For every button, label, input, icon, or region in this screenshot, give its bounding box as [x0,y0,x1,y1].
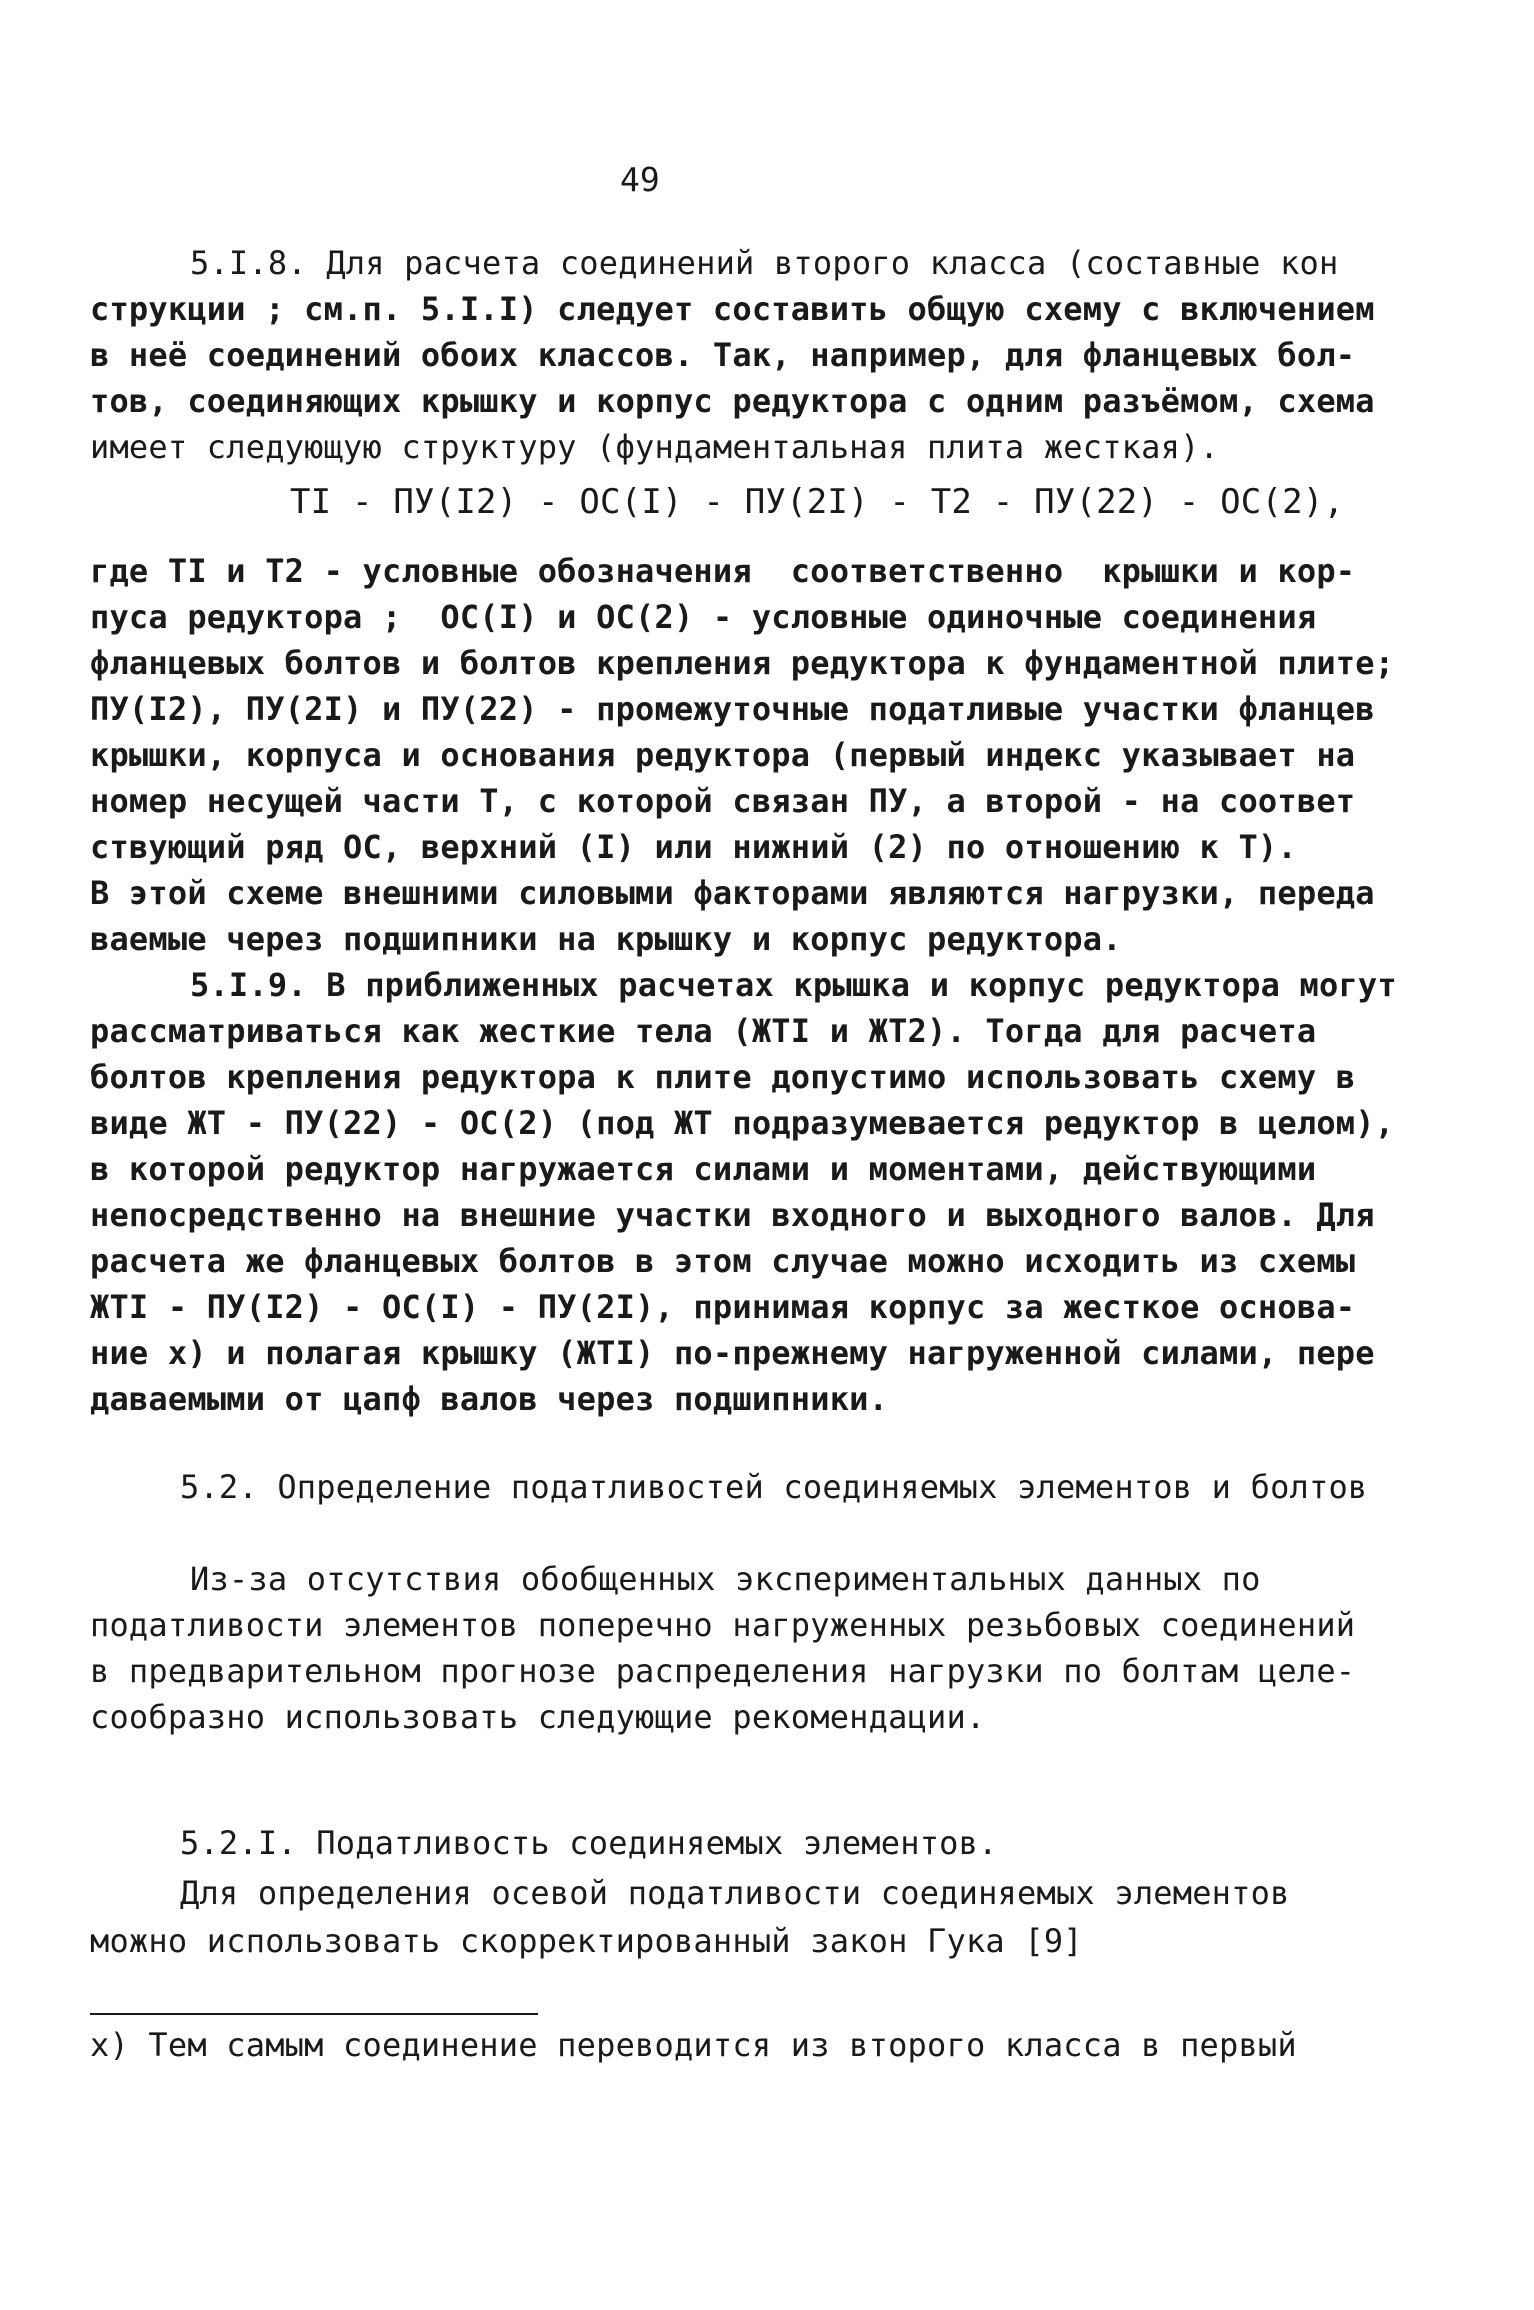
section-heading: 5.2. Определение податливостей соединяемых элементов и болтов [180,1468,1368,1506]
text-line: крышки, корпуса и основания редуктора (первый индекс указывает на [90,736,1356,774]
text-line: 5.I.8. Для расчета соединений второго класса (составные кон [190,244,1339,282]
text-line: Из-за отсутствия обобщенных экспериментальных данных по [190,1560,1261,1598]
page-number: 49 [620,160,660,199]
text-line: даваемыми от цапф валов через подшипники. [90,1380,889,1418]
text-line: струкции ; см.п. 5.I.I) следует составить общую схему с включением [90,290,1375,328]
subsection-heading: 5.2.I. Податливость соединяемых элементов. [180,1824,998,1862]
text-line: ПУ(I2), ПУ(2I) и ПУ(22) - промежуточные податливые участки фланцев [90,690,1375,728]
text-line: можно использовать скорректированный закон Гука [9] [90,1922,1083,1960]
text-line: фланцевых болтов и болтов крепления редуктора к фундаментной плите; [90,644,1395,682]
text-line: пуса редуктора ; ОС(I) и ОС(2) - условные одиночные соединения [90,598,1317,636]
text-line: номер несущей части Т, с которой связан ПУ, а второй - на соответ [90,782,1356,820]
text-line: в неё соединений обоих классов. Так, например, для фланцевых бол- [90,336,1356,374]
text-line: 5.I.9. В приближенных расчетах крышка и корпус редуктора могут [190,966,1397,1004]
text-line: имеет следующую структуру (фундаментальная плита жесткая). [90,428,1220,466]
formula: TI - ПУ(I2) - ОС(I) - ПУ(2I) - T2 - ПУ(22) - ОС(2), [290,482,1345,522]
footnote-rule [90,2013,538,2015]
text-line: где TI и T2 - условные обозначения соответственно крышки и кор- [90,552,1356,590]
text-line: ствующий ряд ОС, верхний (I) или нижний (2) по отношению к Т). [90,828,1297,866]
text-line: ваемые через подшипники на крышку и корпус редуктора. [90,920,1122,958]
footnote: x) Тем самым соединение переводится из второго класса в первый [90,2026,1297,2064]
text-line: податливости элементов поперечно нагруженных резьбовых соединений [90,1606,1356,1644]
text-line: рассматриваться как жесткие тела (ЖТI и ЖТ2). Тогда для расчета [90,1012,1317,1050]
text-line: Для определения осевой податливости соединяемых элементов [180,1874,1290,1912]
text-line: в предварительном прогнозе распределения нагрузки по болтам целе- [90,1652,1356,1690]
text-line: в которой редуктор нагружается силами и моментами, действующими [90,1150,1317,1188]
text-line: тов, соединяющих крышку и корпус редуктора с одним разъёмом, схема [90,382,1375,420]
text-line: болтов крепления редуктора к плите допустимо использовать схему в [90,1058,1356,1096]
text-line: ние x) и полагая крышку (ЖТI) по-прежнему нагруженной силами, пере [90,1334,1375,1372]
text-line: виде ЖТ - ПУ(22) - ОС(2) (под ЖТ подразумевается редуктор в целом), [90,1104,1395,1142]
text-line: расчета же фланцевых болтов в этом случае можно исходить из схемы [90,1242,1356,1280]
text-line: В этой схеме внешними силовыми факторами являются нагрузки, переда [90,874,1375,912]
text-line: ЖТI - ПУ(I2) - ОС(I) - ПУ(2I), принимая корпус за жесткое основа- [90,1288,1356,1326]
text-line: непосредственно на внешние участки входного и выходного валов. Для [90,1196,1375,1234]
text-line: сообразно использовать следующие рекомендации. [90,1698,986,1736]
